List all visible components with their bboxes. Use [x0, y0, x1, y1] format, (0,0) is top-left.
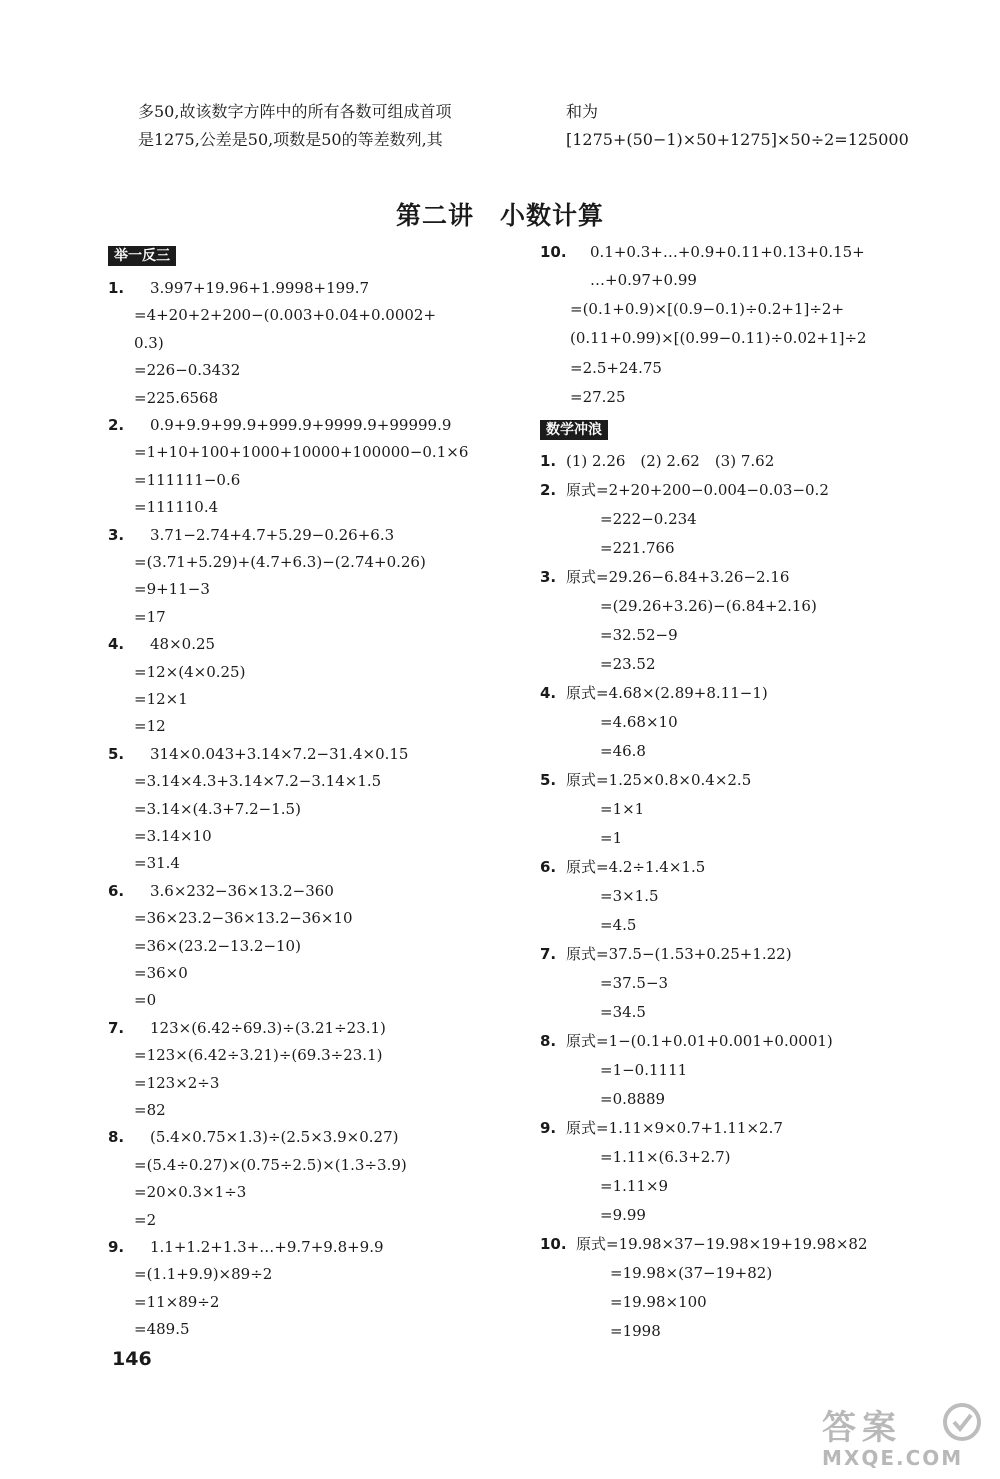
problem-line: =36×23.2−36×13.2−36×10	[134, 909, 353, 928]
problem-line: =12	[134, 717, 166, 736]
section-badge-surf: 数学冲浪	[540, 420, 608, 440]
problem-line: =489.5	[134, 1320, 190, 1339]
problem-line: 123×(6.42÷69.3)÷(3.21÷23.1)	[150, 1018, 386, 1037]
problem-line: =1.11×9	[600, 1177, 669, 1195]
problem-line: =226−0.3432	[134, 361, 241, 380]
watermark-text-bottom: MXQE.COM	[822, 1446, 964, 1470]
watermark-text-top: 答案	[822, 1408, 902, 1448]
problem-line: 314×0.043+3.14×7.2−31.4×0.15	[150, 744, 409, 763]
problem-line: 原式=4.2÷1.4×1.5	[566, 858, 706, 876]
problem-number: 2.	[540, 481, 557, 499]
problem-number: 8.	[540, 1032, 557, 1050]
problem-line: 1.1+1.2+1.3+…+9.7+9.8+9.9	[150, 1238, 384, 1256]
problem-line: =123×2÷3	[134, 1073, 220, 1092]
problem-line: =(0.1+0.9)×[(0.9−0.1)÷0.2+1]÷2+	[570, 300, 845, 318]
problem-line: (1) 2.26 (2) 2.62 (3) 7.62	[566, 452, 775, 470]
problem-line: =(29.26+3.26)−(6.84+2.16)	[600, 597, 817, 615]
problem-line: =27.25	[570, 388, 626, 406]
problem-line: =1	[600, 829, 623, 847]
problem-line: =(3.71+5.29)+(4.7+6.3)−(2.74+0.26)	[134, 553, 426, 571]
problem-line: 原式=1−(0.1+0.01+0.001+0.0001)	[566, 1032, 833, 1050]
problem-number: 3.	[108, 525, 125, 544]
badge-icon	[940, 1402, 984, 1442]
problem-line: 原式=19.98×37−19.98×19+19.98×82	[576, 1235, 868, 1253]
problem-line: =1−0.1111	[600, 1061, 688, 1079]
intro-right-line: [1275+(50−1)×50+1275]×50÷2=125000	[566, 130, 909, 149]
problem-line: =(5.4÷0.27)×(0.75÷2.5)×(1.3÷3.9)	[134, 1155, 407, 1174]
problem-line: …+0.97+0.99	[590, 271, 697, 289]
problem-line: =0.8889	[600, 1090, 666, 1108]
problem-number: 8.	[108, 1128, 125, 1147]
problem-line: 原式=1.11×9×0.7+1.11×2.7	[566, 1119, 783, 1137]
problem-number: 1.	[108, 279, 125, 297]
problem-line: =4.5	[600, 916, 637, 934]
problem-line: =4.68×10	[600, 713, 678, 731]
problem-line: =(1.1+9.9)×89÷2	[134, 1265, 273, 1284]
problem-number: 4.	[108, 635, 125, 654]
problem-line: =32.52−9	[600, 626, 678, 644]
problem-line: =36×0	[134, 964, 188, 982]
problem-line: 原式=29.26−6.84+3.26−2.16	[566, 568, 790, 586]
problem-line: 原式=37.5−(1.53+0.25+1.22)	[566, 945, 792, 963]
problem-line: =12×(4×0.25)	[134, 662, 246, 681]
watermark-logo	[822, 1400, 992, 1472]
problem-number: 7.	[540, 945, 557, 963]
problem-number: 5.	[540, 771, 557, 789]
problem-line: 0.3)	[134, 333, 164, 352]
problem-line: 3.997+19.96+1.9998+199.7	[150, 279, 370, 297]
intro-left-line: 是1275,公差是50,项数是50的等差数列,其	[138, 130, 443, 149]
problem-line: =19.98×(37−19+82)	[610, 1264, 773, 1282]
problem-line: =46.8	[600, 742, 646, 760]
problem-line: =3.14×4.3+3.14×7.2−3.14×1.5	[134, 772, 382, 791]
problem-line: 原式=2+20+200−0.004−0.03−0.2	[566, 481, 829, 499]
problem-number: 10.	[540, 243, 567, 261]
problem-line: =111110.4	[134, 498, 219, 517]
problem-number: 3.	[540, 568, 557, 586]
problem-line: =23.52	[600, 655, 656, 673]
section-badge-practice: 举一反三	[108, 246, 176, 266]
problem-line: =225.6568	[134, 388, 219, 407]
problem-line: =9.99	[600, 1206, 646, 1224]
problem-line: =3.14×10	[134, 827, 212, 845]
problem-line: =1998	[610, 1322, 661, 1340]
problem-line: 48×0.25	[150, 635, 216, 654]
problem-line: =12×1	[134, 690, 188, 708]
problem-line: =0	[134, 991, 157, 1010]
problem-line: =11×89÷2	[134, 1292, 220, 1311]
problem-number: 2.	[108, 416, 125, 434]
problem-line: =2	[134, 1210, 157, 1229]
page-title: 第二讲 小数计算	[395, 201, 604, 230]
problem-line: (0.11+0.99)×[(0.99−0.11)÷0.02+1]÷2	[570, 329, 867, 347]
problem-line: 原式=4.68×(2.89+8.11−1)	[566, 684, 768, 702]
problem-line: 0.9+9.9+99.9+999.9+9999.9+99999.9	[150, 416, 452, 434]
problem-number: 6.	[108, 881, 125, 900]
problem-line: 3.6×232−36×13.2−360	[150, 881, 334, 900]
problem-line: =123×(6.42÷3.21)÷(69.3÷23.1)	[134, 1046, 383, 1065]
problem-line: =3.14×(4.3+7.2−1.5)	[134, 799, 301, 818]
problem-line: 3.71−2.74+4.7+5.29−0.26+6.3	[150, 525, 395, 544]
problem-line: =222−0.234	[600, 510, 697, 528]
intro-right	[566, 98, 909, 154]
problem-line: =37.5−3	[600, 974, 669, 992]
problem-line: =34.5	[600, 1003, 646, 1021]
problem-line: =111111−0.6	[134, 470, 241, 489]
intro-left-line: 多50,故该数字方阵中的所有各数可组成首项	[138, 102, 452, 121]
problem-line: 0.1+0.3+…+0.9+0.11+0.13+0.15+	[590, 243, 865, 261]
problem-number: 6.	[540, 858, 557, 876]
problem-line: =1.11×(6.3+2.7)	[600, 1148, 731, 1166]
problem-line: =17	[134, 607, 166, 626]
problem-line: 原式=1.25×0.8×0.4×2.5	[566, 771, 752, 789]
intro-left	[138, 98, 451, 154]
problem-line: =4+20+2+200−(0.003+0.04+0.0002+	[134, 306, 437, 325]
problem-number: 9.	[540, 1119, 557, 1137]
problem-number: 4.	[540, 684, 557, 702]
problem-number: 7.	[108, 1018, 125, 1037]
problem-line: =1×1	[600, 800, 645, 818]
problem-line: =19.98×100	[610, 1293, 707, 1311]
page-number: 146	[112, 1348, 152, 1370]
problem-number: 1.	[540, 452, 557, 470]
problem-line: =9+11−3	[134, 580, 210, 599]
problem-line: =82	[134, 1101, 166, 1119]
problem-number: 5.	[108, 744, 125, 763]
intro-right-line: 和为	[566, 102, 599, 121]
problem-line: =1+10+100+1000+10000+100000−0.1×6	[134, 443, 469, 462]
problem-line: =36×(23.2−13.2−10)	[134, 936, 301, 955]
problem-line: =20×0.3×1÷3	[134, 1183, 247, 1202]
problem-line: =31.4	[134, 854, 180, 873]
problem-line: =2.5+24.75	[570, 359, 662, 377]
problem-line: =221.766	[600, 539, 675, 557]
problem-line: (5.4×0.75×1.3)÷(2.5×3.9×0.27)	[150, 1128, 399, 1147]
problem-line: =3×1.5	[600, 887, 659, 905]
problem-number: 10.	[540, 1235, 567, 1253]
problem-number: 9.	[108, 1238, 125, 1256]
